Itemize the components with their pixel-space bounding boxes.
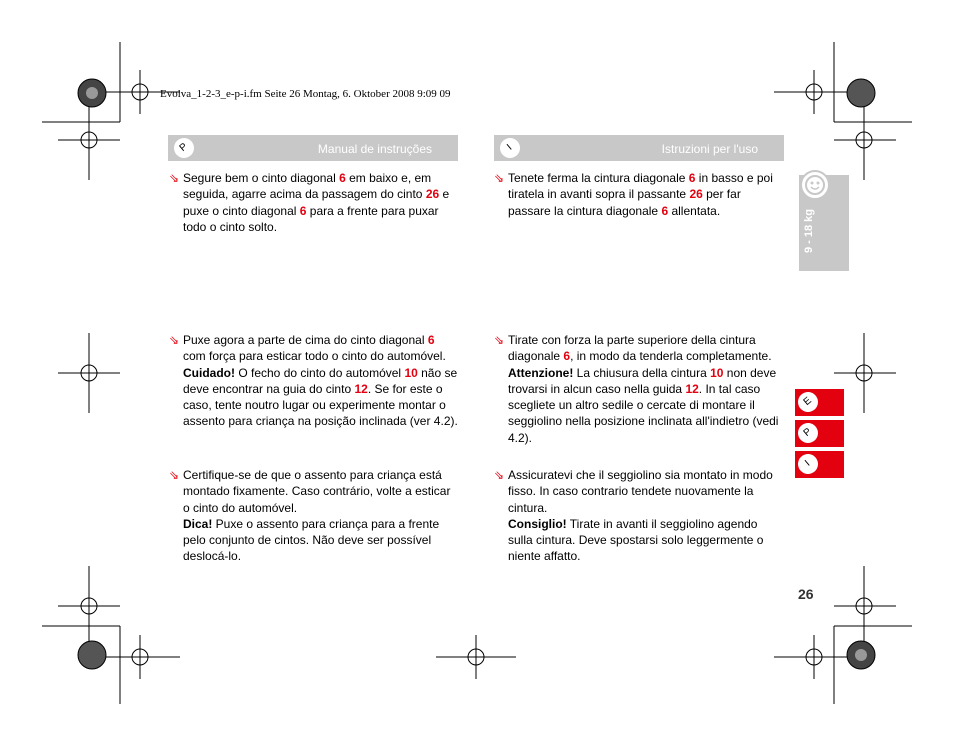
pt-instruction-2: ⇘ Puxe agora a parte de cima do cinto diagonal 6 com força para esticar todo o cinto do automóvel. Cuidado! O fecho do cinto do automóvel 10 não se deve encontrar na guia do cinto 12. Se for este o caso, tente noutro lugar ou experimente montar o assento para criança na posição inclinada (ver 4.2). <box>169 333 458 429</box>
child-face-icon <box>800 170 830 200</box>
warning-label: Attenzione! <box>508 365 574 380</box>
italian-header-bar <box>494 135 784 161</box>
warning-label: Cuidado! <box>183 365 235 380</box>
portuguese-title: Manual de instruções <box>317 142 432 156</box>
arrow-icon: ⇘ <box>169 171 180 185</box>
tip-label: Consiglio! <box>508 516 567 531</box>
page-number: 26 <box>798 586 814 602</box>
it-instruction-2: ⇘ Tirate con forza la parte superiore della cintura diagonale 6, in modo da tenderla completamente. Attenzione! La chiusura della cintura 10 non deve trovarsi in alcun caso nella guida 12. In tal caso scegliete un altro sedile o cercate di montare il seggiolino nella posizione inclinata all'indietro (vedi 4.2). <box>494 333 779 445</box>
language-tab-p: P <box>795 420 844 447</box>
language-tab-i: I <box>795 451 844 478</box>
arrow-icon: ⇘ <box>169 333 180 347</box>
pt-instruction-1: ⇘ Segure bem o cinto diagonal 6 em baixo e, em seguida, agarre acima da passagem do cinto 26 e puxe o cinto diagonal 6 para a frente para puxar todo o cinto solto. <box>169 171 450 234</box>
pt-instruction-3: ⇘ Certifique-se de que o assento para criança está montado fixamente. Caso contrário, volte a esticar o cinto do automóvel. Dica! Puxe o assento para criança para a frente pelo conjunto de cintos. Não deve ser possível deslocá-lo. <box>169 468 451 564</box>
language-tab-e: E <box>795 389 844 416</box>
file-header: Evolva_1-2-3_e-p-i.fm Seite 26 Montag, 6. Oktober 2008 9:09 09 <box>160 88 451 100</box>
tip-label: Dica! <box>183 516 213 531</box>
italian-title: Istruzioni per l'uso <box>661 142 758 156</box>
arrow-icon: ⇘ <box>169 468 180 482</box>
weight-group-label: 9 - 18 kg <box>803 208 815 253</box>
arrow-icon: ⇘ <box>494 468 505 482</box>
language-badge-p: P <box>170 134 198 162</box>
language-badge-i: I <box>496 134 524 162</box>
arrow-icon: ⇘ <box>494 171 505 185</box>
it-instruction-3: ⇘ Assicuratevi che il seggiolino sia montato in modo fisso. In caso contrario tendete nuovamente la cintura. Consiglio! Tirate in avanti il seggiolino agendo sulla cintura. Deve spostarsi solo leggermente o niente affatto. <box>494 468 773 564</box>
it-instruction-1: ⇘ Tenete ferma la cintura diagonale 6 in basso e poi tiratela in avanti sopra il passante 26 per far passare la cintura diagonale 6 allentata. <box>494 171 773 218</box>
portuguese-header-bar <box>168 135 458 161</box>
arrow-icon: ⇘ <box>494 333 505 347</box>
